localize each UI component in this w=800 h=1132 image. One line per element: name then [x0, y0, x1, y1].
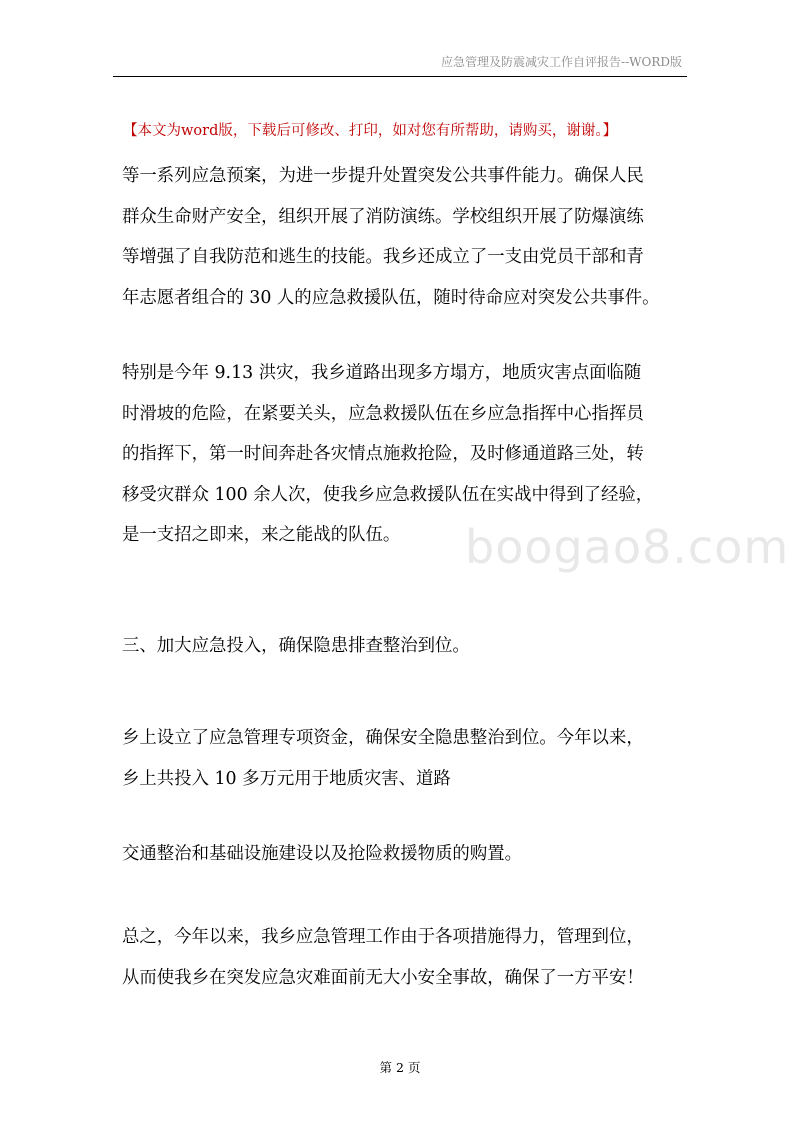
paragraph-conclusion [122, 917, 696, 998]
text-line: 等增强了自我防范和逃生的技能。我乡还成立了一支由党员干部和青 [122, 247, 644, 267]
paragraph-flood-response [122, 353, 696, 556]
text-line: 交通整治和基础设施建设以及抢险救援物质的购置。 [122, 844, 522, 864]
text-line: 的指挥下，第一时间奔赴各灾情点施救抢险，及时修通道路三处，转 [122, 444, 644, 464]
section-heading-investment [122, 626, 696, 667]
text-line: 等一系列应急预案，为进一步提升处置突发公共事件能力。确保人民 [122, 166, 644, 186]
text-line: 群众生命财产安全，组织开展了消防演练。学校组织开展了防爆演练 [122, 206, 644, 227]
watermark: boogao8.com [465, 520, 790, 574]
text-line: 三、加大应急投入，确保隐患排查整治到位。 [122, 636, 470, 656]
text-line: 从而使我乡在突发应急灾难面前无大小安全事故，确保了一方平安！ [122, 967, 644, 988]
page-number: 第 2 页 [379, 1060, 421, 1075]
text-line: 乡上设立了应急管理专项资金，确保安全隐患整治到位。今年以来， [122, 728, 644, 748]
paragraph-infrastructure [122, 834, 696, 875]
text-line: 总之，今年以来，我乡应急管理工作由于各项措施得力，管理到位， [122, 927, 644, 947]
paragraph-emergency-plans [122, 156, 696, 318]
text-line: 移受灾群众 100 余人次，使我乡应急救援队伍在实战中得到了经验， [122, 484, 654, 505]
document-header-title: 应急管理及防震减灾工作自评报告--WORD版 [441, 55, 682, 69]
text-line: 时滑坡的危险，在紧要关头，应急救援队伍在乡应急指挥中心指挥员 [122, 403, 644, 424]
text-line: 特别是今年 9.13 洪灾，我乡道路出现多方塌方，地质灾害点面临随 [122, 363, 642, 383]
header-divider [113, 76, 687, 77]
text-line: 是一支招之即来，来之能战的队伍。 [122, 525, 401, 545]
text-line: 乡上共投入 10 多万元用于地质灾害、道路 [122, 768, 451, 789]
paragraph-special-funds [122, 718, 696, 799]
text-line: 年志愿者组合的 30 人的应急救援队伍，随时待命应对突发公共事件。 [122, 287, 660, 308]
purchase-notice: 【本文为word版，下载后可修改、打印，如对您有所帮助，请购买，谢谢。】 [123, 123, 618, 139]
